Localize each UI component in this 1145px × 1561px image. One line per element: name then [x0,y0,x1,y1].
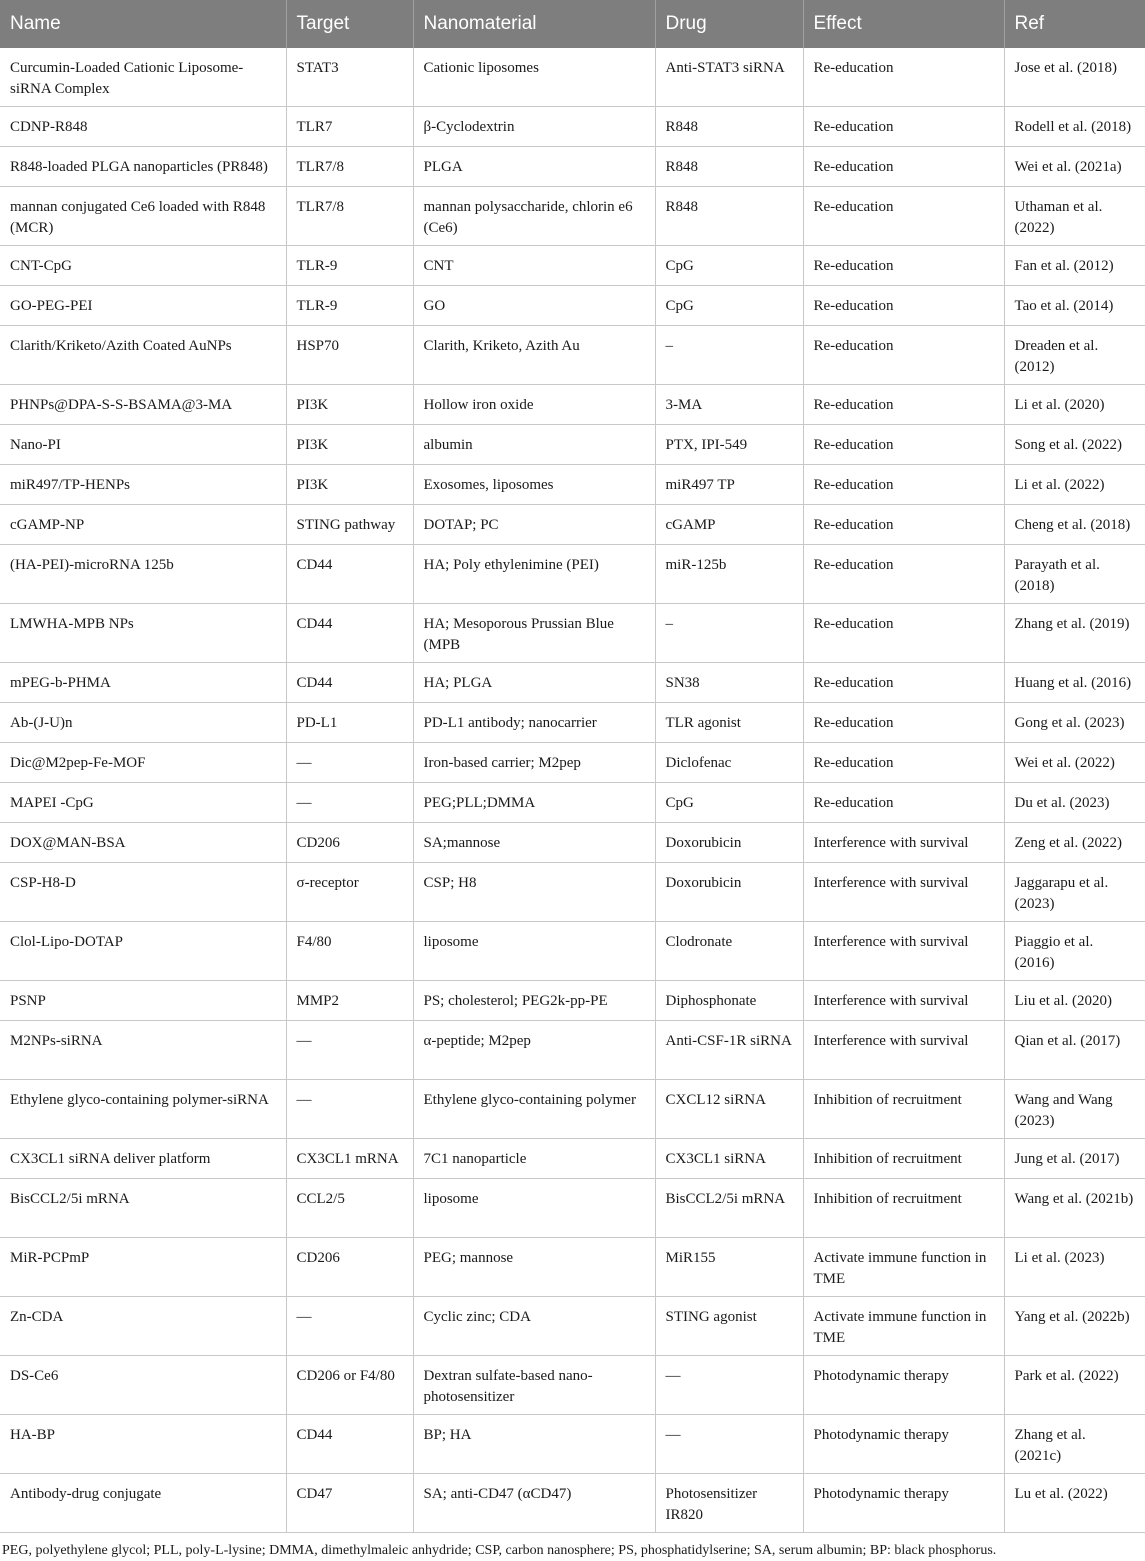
cell-name: mannan conjugated Ce6 loaded with R848 (MCR) [0,187,286,246]
cell-ref: Zeng et al. (2022) [1004,823,1145,863]
table-row [0,981,1145,1021]
cell-ref: Gong et al. (2023) [1004,703,1145,743]
cell-nanomaterial: Cyclic zinc; CDA [413,1297,655,1356]
cell-effect: Interference with survival [803,823,1004,863]
table-row [0,1080,1145,1139]
cell-name: CDNP-R848 [0,107,286,147]
cell-ref: Lu et al. (2022) [1004,1474,1145,1533]
cell-nanomaterial: PEG;PLL;DMMA [413,783,655,823]
cell-name: HA-BP [0,1415,286,1474]
cell-drug: CpG [655,246,803,286]
cell-ref: Wang and Wang (2023) [1004,1080,1145,1139]
cell-nanomaterial: HA; Mesoporous Prussian Blue (MPB [413,604,655,663]
cell-drug: R848 [655,107,803,147]
cell-target: TLR7/8 [286,147,413,187]
cell-target: STAT3 [286,48,413,107]
cell-target: — [286,1080,413,1139]
cell-ref: Du et al. (2023) [1004,783,1145,823]
table-row [0,545,1145,604]
cell-effect: Re-education [803,385,1004,425]
cell-name: Dic@M2pep-Fe-MOF [0,743,286,783]
cell-effect: Re-education [803,465,1004,505]
cell-drug: CXCL12 siRNA [655,1080,803,1139]
cell-target: PI3K [286,465,413,505]
cell-name: Curcumin-Loaded Cationic Liposome-siRNA Complex [0,48,286,107]
cell-name: Ab-(J-U)n [0,703,286,743]
cell-ref: Li et al. (2022) [1004,465,1145,505]
cell-effect: Re-education [803,425,1004,465]
cell-ref: Parayath et al. (2018) [1004,545,1145,604]
cell-nanomaterial: HA; PLGA [413,663,655,703]
cell-nanomaterial: liposome [413,922,655,981]
cell-nanomaterial: liposome [413,1179,655,1238]
cell-drug: Anti-CSF-1R siRNA [655,1021,803,1080]
cell-effect: Re-education [803,147,1004,187]
cell-name: miR497/TP-HENPs [0,465,286,505]
cell-target: PD-L1 [286,703,413,743]
cell-nanomaterial: Exosomes, liposomes [413,465,655,505]
table-row [0,187,1145,246]
table-header [0,0,1145,48]
cell-ref: Piaggio et al. (2016) [1004,922,1145,981]
cell-target: CD206 [286,1238,413,1297]
table-row [0,1415,1145,1474]
cell-drug: MiR155 [655,1238,803,1297]
cell-effect: Interference with survival [803,922,1004,981]
cell-name: PHNPs@DPA-S-S-BSAMA@3-MA [0,385,286,425]
table-row [0,1179,1145,1238]
table-row [0,663,1145,703]
cell-target: CD44 [286,663,413,703]
cell-nanomaterial: Dextran sulfate-based nano-photosensitizer [413,1356,655,1415]
cell-drug: R848 [655,147,803,187]
cell-drug: Diclofenac [655,743,803,783]
cell-effect: Re-education [803,663,1004,703]
cell-name: Ethylene glyco-containing polymer-siRNA [0,1080,286,1139]
table-row [0,1139,1145,1179]
cell-name: mPEG-b-PHMA [0,663,286,703]
cell-name: MAPEI -CpG [0,783,286,823]
cell-name: R848-loaded PLGA nanoparticles (PR848) [0,147,286,187]
cell-ref: Zhang et al. (2021c) [1004,1415,1145,1474]
cell-target: HSP70 [286,326,413,385]
cell-drug: Clodronate [655,922,803,981]
table-row [0,326,1145,385]
cell-ref: Jung et al. (2017) [1004,1139,1145,1179]
cell-target: — [286,783,413,823]
cell-name: CSP-H8-D [0,863,286,922]
cell-effect: Re-education [803,545,1004,604]
table-row [0,48,1145,107]
cell-target: PI3K [286,385,413,425]
cell-name: GO-PEG-PEI [0,286,286,326]
cell-ref: Fan et al. (2012) [1004,246,1145,286]
cell-ref: Park et al. (2022) [1004,1356,1145,1415]
cell-name: CNT-CpG [0,246,286,286]
table-row [0,465,1145,505]
cell-nanomaterial: β-Cyclodextrin [413,107,655,147]
cell-effect: Interference with survival [803,863,1004,922]
table-row [0,743,1145,783]
cell-nanomaterial: PD-L1 antibody; nanocarrier [413,703,655,743]
cell-effect: Photodynamic therapy [803,1415,1004,1474]
table-row [0,783,1145,823]
table-row [0,385,1145,425]
cell-target: σ-receptor [286,863,413,922]
cell-effect: Photodynamic therapy [803,1474,1004,1533]
cell-drug: TLR agonist [655,703,803,743]
cell-drug: Doxorubicin [655,823,803,863]
cell-effect: Re-education [803,783,1004,823]
cell-nanomaterial: PLGA [413,147,655,187]
table-row [0,425,1145,465]
cell-name: Antibody-drug conjugate [0,1474,286,1533]
cell-target: TLR-9 [286,286,413,326]
header-drug: Drug [655,0,803,48]
cell-target: CD206 or F4/80 [286,1356,413,1415]
cell-target: CD47 [286,1474,413,1533]
cell-name: LMWHA-MPB NPs [0,604,286,663]
cell-effect: Activate immune function in TME [803,1297,1004,1356]
cell-effect: Re-education [803,604,1004,663]
cell-drug: PTX, IPI-549 [655,425,803,465]
cell-drug: — [655,1356,803,1415]
cell-effect: Inhibition of recruitment [803,1080,1004,1139]
cell-target: STING pathway [286,505,413,545]
cell-nanomaterial: DOTAP; PC [413,505,655,545]
table-row [0,1021,1145,1080]
cell-drug: — [655,1415,803,1474]
cell-name: BisCCL2/5i mRNA [0,1179,286,1238]
table-row [0,1474,1145,1533]
cell-nanomaterial: mannan polysaccharide, chlorin e6 (Ce6) [413,187,655,246]
cell-effect: Re-education [803,246,1004,286]
cell-ref: Rodell et al. (2018) [1004,107,1145,147]
cell-effect: Re-education [803,286,1004,326]
cell-ref: Zhang et al. (2019) [1004,604,1145,663]
cell-drug: CpG [655,783,803,823]
cell-ref: Dreaden et al. (2012) [1004,326,1145,385]
table-body [0,48,1145,1533]
table-row [0,505,1145,545]
cell-drug: – [655,326,803,385]
cell-nanomaterial: Iron-based carrier; M2pep [413,743,655,783]
cell-nanomaterial: CNT [413,246,655,286]
cell-drug: – [655,604,803,663]
cell-drug: 3-MA [655,385,803,425]
header-ref: Ref [1004,0,1145,48]
cell-ref: Wei et al. (2022) [1004,743,1145,783]
cell-target: — [286,743,413,783]
cell-ref: Jose et al. (2018) [1004,48,1145,107]
cell-ref: Uthaman et al. (2022) [1004,187,1145,246]
cell-target: CD44 [286,545,413,604]
cell-target: CX3CL1 mRNA [286,1139,413,1179]
cell-drug: Doxorubicin [655,863,803,922]
cell-nanomaterial: PS; cholesterol; PEG2k-pp-PE [413,981,655,1021]
cell-target: TLR7/8 [286,187,413,246]
cell-name: Clarith/Kriketo/Azith Coated AuNPs [0,326,286,385]
cell-drug: Diphosphonate [655,981,803,1021]
table-row [0,286,1145,326]
cell-effect: Re-education [803,505,1004,545]
cell-nanomaterial: Clarith, Kriketo, Azith Au [413,326,655,385]
cell-name: DOX@MAN-BSA [0,823,286,863]
header-effect: Effect [803,0,1004,48]
cell-name: MiR-PCPmP [0,1238,286,1297]
cell-name: Nano-PI [0,425,286,465]
cell-target: TLR7 [286,107,413,147]
cell-nanomaterial: BP; HA [413,1415,655,1474]
cell-ref: Tao et al. (2014) [1004,286,1145,326]
cell-drug: Anti-STAT3 siRNA [655,48,803,107]
cell-nanomaterial: Ethylene glyco-containing polymer [413,1080,655,1139]
cell-drug: SN38 [655,663,803,703]
cell-name: Clol-Lipo-DOTAP [0,922,286,981]
cell-nanomaterial: SA;mannose [413,823,655,863]
table-row [0,863,1145,922]
cell-drug: CX3CL1 siRNA [655,1139,803,1179]
cell-drug: CpG [655,286,803,326]
cell-ref: Wang et al. (2021b) [1004,1179,1145,1238]
cell-ref: Huang et al. (2016) [1004,663,1145,703]
cell-target: TLR-9 [286,246,413,286]
cell-name: CX3CL1 siRNA deliver platform [0,1139,286,1179]
cell-nanomaterial: albumin [413,425,655,465]
cell-drug: R848 [655,187,803,246]
cell-ref: Li et al. (2023) [1004,1238,1145,1297]
cell-nanomaterial: SA; anti-CD47 (αCD47) [413,1474,655,1533]
table-footnote: PEG, polyethylene glycol; PLL, poly-L-lysine; DMMA, dimethylmaleic anhydride; CSP, carbon nanosphere; PS, phosphatidylserine; SA, serum albumin; BP: black phosphorus. [2,1543,997,1558]
cell-effect: Re-education [803,48,1004,107]
table-row [0,147,1145,187]
cell-drug: Photosensitizer IR820 [655,1474,803,1533]
cell-nanomaterial: HA; Poly ethylenimine (PEI) [413,545,655,604]
cell-drug: miR497 TP [655,465,803,505]
cell-ref: Wei et al. (2021a) [1004,147,1145,187]
table-row [0,107,1145,147]
cell-ref: Qian et al. (2017) [1004,1021,1145,1080]
cell-nanomaterial: CSP; H8 [413,863,655,922]
cell-target: F4/80 [286,922,413,981]
cell-target: — [286,1297,413,1356]
cell-name: DS-Ce6 [0,1356,286,1415]
cell-effect: Photodynamic therapy [803,1356,1004,1415]
table-row [0,246,1145,286]
header-nanomaterial: Nanomaterial [413,0,655,48]
cell-name: Zn-CDA [0,1297,286,1356]
cell-ref: Cheng et al. (2018) [1004,505,1145,545]
cell-ref: Liu et al. (2020) [1004,981,1145,1021]
cell-drug: miR-125b [655,545,803,604]
cell-effect: Activate immune function in TME [803,1238,1004,1297]
cell-target: CD44 [286,604,413,663]
cell-effect: Re-education [803,743,1004,783]
cell-effect: Inhibition of recruitment [803,1139,1004,1179]
cell-effect: Interference with survival [803,981,1004,1021]
header-target: Target [286,0,413,48]
cell-effect: Interference with survival [803,1021,1004,1080]
header-name: Name [0,0,286,48]
cell-nanomaterial: Hollow iron oxide [413,385,655,425]
cell-name: (HA-PEI)-microRNA 125b [0,545,286,604]
cell-target: PI3K [286,425,413,465]
cell-ref: Li et al. (2020) [1004,385,1145,425]
cell-ref: Song et al. (2022) [1004,425,1145,465]
cell-nanomaterial: GO [413,286,655,326]
cell-drug: STING agonist [655,1297,803,1356]
cell-name: M2NPs-siRNA [0,1021,286,1080]
cell-effect: Re-education [803,187,1004,246]
cell-target: MMP2 [286,981,413,1021]
table-row [0,922,1145,981]
cell-ref: Yang et al. (2022b) [1004,1297,1145,1356]
cell-drug: BisCCL2/5i mRNA [655,1179,803,1238]
cell-name: PSNP [0,981,286,1021]
cell-name: cGAMP-NP [0,505,286,545]
table-row [0,604,1145,663]
cell-target: CD44 [286,1415,413,1474]
cell-drug: cGAMP [655,505,803,545]
cell-effect: Re-education [803,703,1004,743]
cell-nanomaterial: Cationic liposomes [413,48,655,107]
cell-ref: Jaggarapu et al. (2023) [1004,863,1145,922]
table-row [0,703,1145,743]
table-row [0,1297,1145,1356]
cell-nanomaterial: 7C1 nanoparticle [413,1139,655,1179]
cell-effect: Inhibition of recruitment [803,1179,1004,1238]
cell-effect: Re-education [803,107,1004,147]
table-row [0,1238,1145,1297]
cell-target: CCL2/5 [286,1179,413,1238]
table-row [0,1356,1145,1415]
header-row [0,0,1145,48]
cell-nanomaterial: α-peptide; M2pep [413,1021,655,1080]
cell-effect: Re-education [803,326,1004,385]
table-row [0,823,1145,863]
cell-target: CD206 [286,823,413,863]
cell-nanomaterial: PEG; mannose [413,1238,655,1297]
cell-target: — [286,1021,413,1080]
